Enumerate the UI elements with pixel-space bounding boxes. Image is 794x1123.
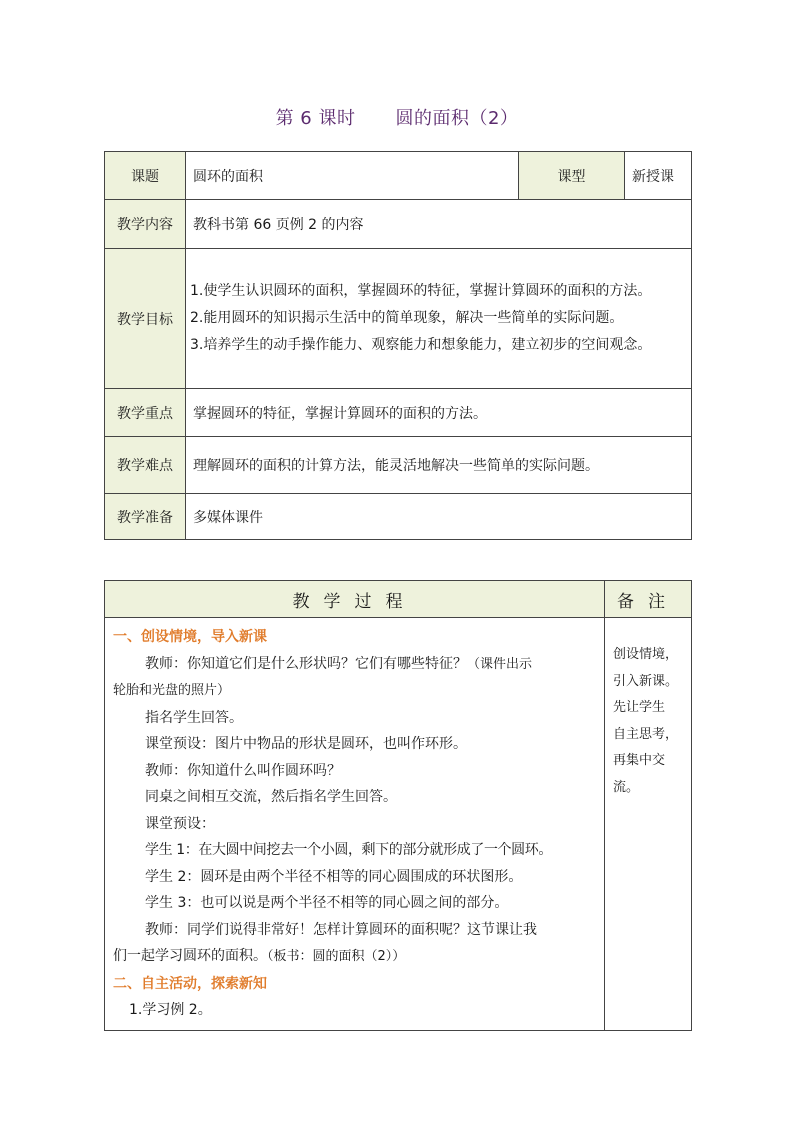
paragraph: 课堂预设：图片中物品的形状是圆环，也叫作环形。 [145, 736, 467, 752]
content-value: 教科书第 66 页例 2 的内容 [186, 200, 692, 249]
prep-label: 教学准备 [105, 494, 186, 540]
paragraph [113, 651, 598, 679]
note-header: 备注 [605, 581, 692, 618]
type-label: 课型 [519, 152, 625, 200]
text: 们一起学习圆环的面积。 [113, 948, 267, 964]
paragraph: 教师：同学们说得非常好！怎样计算圆环的面积呢？这节课让我 [145, 921, 537, 938]
goal-item: 3.培养学生的动手操作能力、观察能力和想象能力，建立初步的空间观念。 [190, 337, 652, 353]
key-value: 掌握圆环的特征，掌握计算圆环的面积的方法。 [186, 389, 692, 437]
goals-list [186, 249, 692, 389]
process-table [104, 580, 692, 1031]
page-title [0, 104, 794, 130]
paragraph: 学生 2：圆环是由两个半径不相等的同心圆围成的环状图形。 [145, 868, 523, 885]
note-line: 创设情境， [613, 647, 679, 662]
goal-item: 1.使学生认识圆环的面积，掌握圆环的特征，掌握计算圆环的面积的方法。 [190, 283, 652, 299]
note-line: 自主思考， [613, 726, 679, 742]
annotation: （课件出示 [467, 656, 533, 672]
content-label: 教学内容 [105, 200, 186, 249]
paragraph: 1.学习例 2。 [129, 1002, 212, 1018]
lesson-number: 第 6 课时 [275, 108, 356, 129]
topic-value: 圆环的面积 [186, 152, 519, 200]
difficulty-value: 理解圆环的面积的计算方法，能灵活地解决一些简单的实际问题。 [186, 437, 692, 494]
paragraph: 学生 1：在大圆中间挖去一个小圆，剩下的部分就形成了一个圆环。 [145, 842, 552, 858]
annotation: （板书：圆的面积（2）） [267, 949, 406, 964]
section-heading: 一、创设情境，导入新课 [113, 629, 267, 645]
lesson-info-table [104, 151, 692, 540]
prep-value: 多媒体课件 [186, 494, 692, 540]
paragraph: 同桌之间相互交流，然后指名学生回答。 [145, 789, 397, 805]
paragraph: 指名学生回答。 [145, 709, 243, 726]
section-heading: 二、自主活动，探索新知 [113, 975, 267, 992]
process-body [105, 618, 605, 1031]
note-line: 再集中交 [613, 753, 666, 768]
note-line: 先让学生 [613, 700, 666, 715]
annotation: 轮胎和光盘的照片） [113, 683, 231, 698]
text: 教师：你知道它们是什么形状吗？它们有哪些特征？ [145, 655, 467, 672]
note-column [605, 618, 692, 1031]
topic-label: 课题 [105, 152, 186, 200]
process-header: 教学过程 [105, 581, 605, 618]
paragraph: 学生 3：也可以说是两个半径不相等的同心圆之间的部分。 [145, 895, 509, 911]
paragraph [113, 943, 598, 971]
lesson-topic: 圆的面积（2） [395, 108, 519, 129]
paragraph: 课堂预设： [145, 815, 215, 832]
difficulty-label: 教学难点 [105, 437, 186, 494]
key-label: 教学重点 [105, 389, 186, 437]
paragraph: 教师：你知道什么叫作圆环吗？ [145, 762, 341, 779]
note-line: 引入新课。 [613, 673, 679, 689]
goals-label: 教学目标 [105, 249, 186, 389]
note-line: 流。 [613, 779, 640, 795]
goal-item: 2.能用圆环的知识揭示生活中的简单现象，解决一些简单的实际问题。 [190, 310, 624, 326]
type-value: 新授课 [625, 152, 692, 200]
